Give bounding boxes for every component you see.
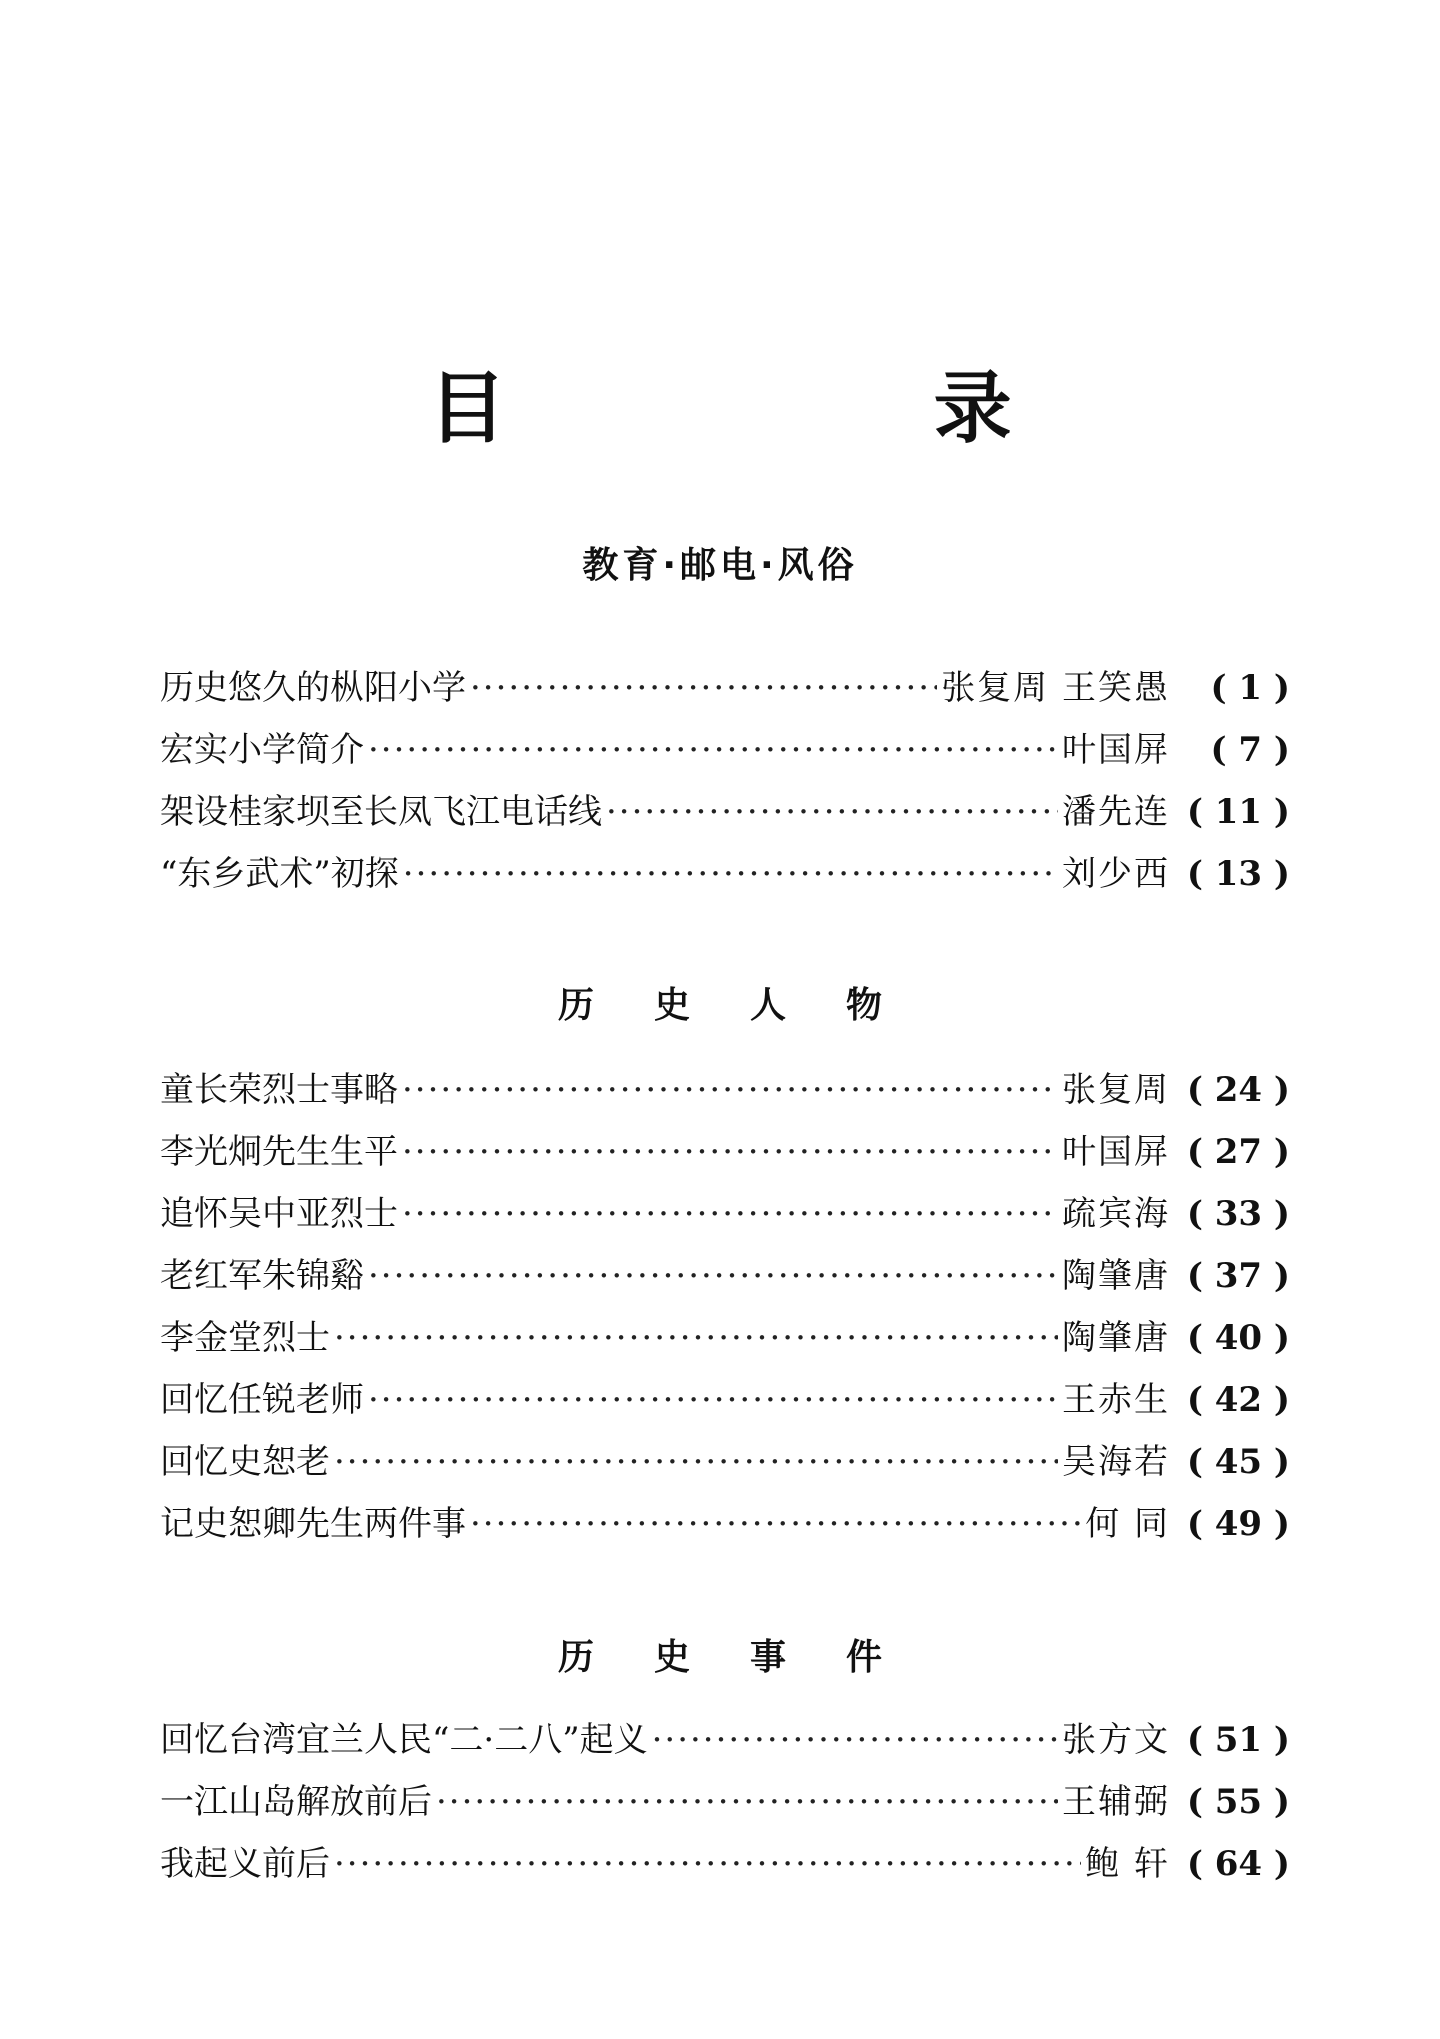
entry-page-number: ( 13 ): [1186, 854, 1290, 894]
dot-leader: [402, 1132, 1058, 1172]
section-entries-historical-figures: [160, 1062, 1290, 1558]
entry-page-number: ( 1 ): [1210, 668, 1290, 708]
dot-leader: [334, 1844, 1081, 1884]
toc-entry[interactable]: [160, 722, 1290, 784]
toc-entry[interactable]: [160, 846, 1290, 908]
entry-author: 张复周: [1062, 1070, 1170, 1110]
entry-author: 陶肇唐: [1062, 1318, 1170, 1358]
dot-leader: [402, 1194, 1058, 1234]
entry-author: 王赤生: [1062, 1380, 1170, 1420]
entry-page-number: ( 24 ): [1186, 1070, 1290, 1110]
entry-page-number: ( 40 ): [1186, 1318, 1290, 1358]
entry-author: 叶国屏: [1062, 1132, 1170, 1172]
entry-title: 记史恕卿先生两件事: [160, 1504, 466, 1544]
section-heading-historical-figures: 历史人物: [557, 985, 942, 1026]
toc-entry[interactable]: [160, 1372, 1290, 1434]
entry-author: 刘少西: [1062, 854, 1170, 894]
dot-leader: [652, 1720, 1058, 1760]
dot-leader: [368, 1256, 1058, 1296]
entry-author: 何 同: [1085, 1504, 1170, 1544]
toc-entry[interactable]: [160, 1248, 1290, 1310]
entry-author: 叶国屏: [1062, 730, 1170, 770]
toc-entry[interactable]: [160, 1774, 1290, 1836]
entry-author: 疏宾海: [1062, 1194, 1170, 1234]
dot-leader: [334, 1442, 1058, 1482]
toc-entry[interactable]: [160, 784, 1290, 846]
entry-page-number: ( 27 ): [1186, 1132, 1290, 1172]
section-heading-historical-events: 历史事件: [557, 1637, 942, 1678]
dot-leader: [368, 730, 1058, 770]
entry-page-number: ( 33 ): [1186, 1194, 1290, 1234]
toc-entry[interactable]: [160, 1124, 1290, 1186]
toc-entry[interactable]: [160, 1496, 1290, 1558]
entry-page-number: ( 49 ): [1186, 1504, 1290, 1544]
entry-page-number: ( 7 ): [1210, 730, 1290, 770]
entry-title: 宏实小学简介: [160, 730, 364, 770]
entry-author: 张复周 王笑愚: [941, 668, 1170, 708]
entry-author: 鲍 轩: [1085, 1844, 1170, 1884]
entry-title: 回忆任锐老师: [160, 1380, 364, 1420]
dot-leader: [368, 1380, 1058, 1420]
toc-entry[interactable]: [160, 1712, 1290, 1774]
entry-page-number: ( 45 ): [1186, 1442, 1290, 1482]
entry-title: 回忆台湾宜兰人民“二·二八”起义: [160, 1720, 648, 1760]
toc-entry[interactable]: [160, 1186, 1290, 1248]
entry-title: 架设桂家坝至长凤飞江电话线: [160, 792, 602, 832]
entry-title: 我起义前后: [160, 1844, 330, 1884]
section-heading-education: 教育·邮电·风俗: [582, 545, 858, 586]
entry-author: 陶肇唐: [1062, 1256, 1170, 1296]
entry-page-number: ( 55 ): [1186, 1782, 1290, 1822]
page-title: 目 录: [428, 364, 1212, 454]
entry-page-number: ( 42 ): [1186, 1380, 1290, 1420]
entry-author: 王辅弼: [1062, 1782, 1170, 1822]
entry-page-number: ( 37 ): [1186, 1256, 1290, 1296]
dot-leader: [402, 1070, 1058, 1110]
entry-title: 回忆史恕老: [160, 1442, 330, 1482]
entry-page-number: ( 51 ): [1186, 1720, 1290, 1760]
dot-leader: [470, 1504, 1081, 1544]
toc-entry[interactable]: [160, 1836, 1290, 1898]
toc-entry[interactable]: [160, 1310, 1290, 1372]
section-entries-historical-events: [160, 1712, 1290, 1898]
toc-entry[interactable]: [160, 1062, 1290, 1124]
entry-title: 历史悠久的枞阳小学: [160, 668, 466, 708]
entry-author: 张方文: [1062, 1720, 1170, 1760]
toc-entry[interactable]: [160, 660, 1290, 722]
dot-leader: [334, 1318, 1058, 1358]
dot-leader: [470, 668, 937, 708]
toc-entry[interactable]: [160, 1434, 1290, 1496]
entry-page-number: ( 64 ): [1186, 1844, 1290, 1884]
entry-title: 李金堂烈士: [160, 1318, 330, 1358]
dot-leader: [606, 792, 1058, 832]
entry-author: 潘先连: [1062, 792, 1170, 832]
entry-title: 童长荣烈士事略: [160, 1070, 398, 1110]
dot-leader: [436, 1782, 1058, 1822]
entry-title: “东乡武术”初探: [160, 854, 399, 894]
entry-title: 老红军朱锦谿: [160, 1256, 364, 1296]
entry-page-number: ( 11 ): [1186, 792, 1290, 832]
entry-title: 追怀吴中亚烈士: [160, 1194, 398, 1234]
entry-title: 一江山岛解放前后: [160, 1782, 432, 1822]
entry-author: 吴海若: [1062, 1442, 1170, 1482]
section-entries-education: [160, 660, 1290, 908]
entry-title: 李光炯先生生平: [160, 1132, 398, 1172]
dot-leader: [403, 854, 1058, 894]
